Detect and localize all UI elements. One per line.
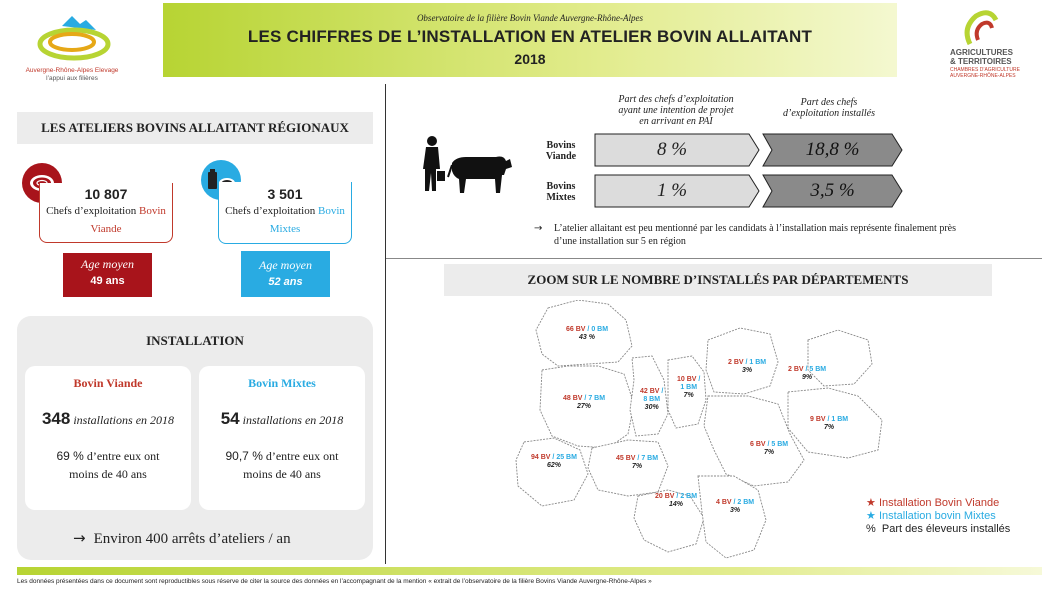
installation-viande-pct-text-1: d’entre eux ont	[83, 449, 160, 463]
map-label-savoie: 9 BV / 1 BM 7%	[810, 416, 849, 431]
mixtes-chefs-type: Bovin Mixtes	[269, 205, 345, 235]
map-label-ain: 2 BV / 1 BM 3%	[728, 359, 767, 374]
installation-viande-count-text: installations en 2018	[70, 413, 175, 427]
viande-chefs-text: Chefs d’exploitation	[46, 205, 139, 217]
map-legend	[866, 497, 1010, 536]
red-star-icon: ★	[866, 497, 876, 509]
row-label-viande-2: Viande	[545, 151, 577, 162]
logo-left-caption-2: l’appui aux filières	[46, 75, 98, 82]
viande-pai-value: 8 %	[656, 139, 688, 160]
horizontal-divider	[386, 258, 1042, 259]
blue-star-icon: ★	[866, 510, 876, 522]
mixtes-pai-value: 1 %	[656, 180, 688, 201]
map-label-isere: 6 BV / 5 BM 7%	[750, 441, 789, 456]
installation-mixtes-card	[199, 366, 365, 510]
installation-mixtes-pct-text-1: d’entre eux ont	[262, 449, 339, 463]
vertical-divider	[385, 84, 386, 564]
installation-title: INSTALLATION	[146, 333, 244, 348]
note-arrow-icon: →	[534, 223, 543, 234]
header-banner	[163, 3, 897, 77]
agricultures-logo-icon	[956, 10, 1006, 46]
ateliers-section-title: LES ATELIERS BOVINS ALLAITANT RÉGIONAUX	[17, 112, 373, 144]
mixtes-chefs-text: Chefs d’exploitation	[225, 205, 318, 217]
installation-mixtes-count: 54	[220, 409, 240, 428]
col-header-pai-3: en arrivant en PAI	[639, 116, 713, 127]
chambres-agriculture-logo	[944, 10, 1024, 90]
bottom-bar	[17, 567, 1042, 575]
departments-map	[508, 300, 888, 564]
col-header-pai	[596, 94, 756, 127]
col-header-pai-2: ayant une intention de projet	[618, 105, 734, 116]
installation-mixtes-heading: Bovin Mixtes	[248, 376, 316, 390]
mixtes-pai-arrow	[594, 174, 760, 208]
viande-chefs-type: Bovin Viande	[90, 205, 166, 235]
installation-mixtes-count-text: installations en 2018	[239, 413, 344, 427]
legend-mixtes: Installation bovin Mixtes	[878, 510, 996, 522]
mixtes-age-box	[241, 251, 330, 297]
installation-mixtes-pct-text-2: moins de 40 ans	[243, 467, 321, 481]
row-label-mixtes	[538, 181, 584, 203]
viande-age-value: 49 ans	[90, 275, 125, 287]
row-label-mixtes-1: Bovins	[546, 181, 576, 192]
col-header-pai-1: Part des chefs d’exploitation	[618, 94, 734, 105]
mixtes-age-label: Age moyen	[259, 258, 312, 272]
viande-installes-arrow	[762, 133, 903, 167]
logo-right-line-3: CHAMBRES D’AGRICULTURE	[950, 67, 1020, 73]
arrow-right-icon: →	[73, 529, 86, 547]
mixtes-chefs-count: 3 501	[267, 186, 303, 202]
col-header-installes-1: Part des chefs	[800, 97, 858, 108]
map-label-cantal: 94 BV / 25 BM 62%	[531, 454, 577, 469]
map-label-drome: 4 BV / 2 BM 3%	[716, 499, 755, 514]
dept-cantal	[516, 438, 588, 506]
installation-viande-count: 348	[41, 409, 71, 428]
map-label-puy-de-dome: 48 BV / 7 BM 27%	[563, 395, 606, 410]
zoom-section-title: ZOOM SUR LE NOMBRE D’INSTALLÉS PAR DÉPARTEMENTS	[444, 264, 992, 296]
note-line-1: L’atelier allaitant est peu mentionné par les candidats à l’installation mais représente finalement près	[554, 223, 956, 234]
viande-pai-arrow	[594, 133, 760, 167]
viande-age-box	[63, 253, 152, 297]
footer-note: Les données présentées dans ce document sont reproductibles sous réserve de citer la source des données en l’accompagnant de la mention « extrait de l’observatoire de la filière Bovins Viande Auvergne-Rhône-Alpes »	[17, 578, 652, 585]
map-label-loire: 42 BV / 8 BM 30%	[640, 388, 664, 411]
mixtes-installes-arrow	[762, 174, 903, 208]
col-header-installes-2: d’exploitation installés	[783, 108, 875, 119]
installation-viande-card	[25, 366, 191, 510]
legend-pct-symbol: %	[866, 523, 876, 535]
comparison-note	[534, 222, 1030, 248]
map-label-haute-savoie: 2 BV / 5 BM 9%	[788, 366, 827, 381]
map-label-ardeche: 20 BV / 2 BM 14%	[655, 493, 698, 508]
logo-right-line-1: AGRICULTURES	[950, 48, 1013, 57]
note-line-2: d’une installation sur 5 en région	[554, 236, 686, 247]
logo-left-caption-1: Auvergne-Rhône-Alpes Elevage	[25, 67, 119, 74]
map-label-rhone: 10 BV / 1 BM 7%	[677, 376, 701, 399]
mixtes-chefs-card	[218, 182, 352, 244]
auvergne-rhone-alpes-elevage-logo	[22, 12, 122, 87]
row-label-viande	[538, 140, 584, 162]
installation-viande-heading: Bovin Viande	[73, 376, 143, 390]
arrets-line	[73, 529, 291, 548]
legend-pct: Part des éleveurs installés	[881, 523, 1011, 535]
viande-chefs-count: 10 807	[84, 186, 128, 202]
page-title: LES CHIFFRES DE L’INSTALLATION EN ATELIER BOVIN ALLAITANT	[247, 27, 813, 46]
installation-viande-pct-text-2: moins de 40 ans	[69, 467, 147, 481]
elevage-logo-icon	[22, 12, 122, 67]
logo-right-line-2: & TERRITOIRES	[950, 57, 1012, 66]
viande-age-label: Age moyen	[81, 257, 134, 271]
arrets-text: Environ 400 arrêts d’ateliers / an	[93, 531, 291, 547]
region-map	[508, 300, 888, 569]
installation-mixtes-pct: 90,7 %	[225, 449, 263, 463]
row-label-viande-1: Bovins	[546, 140, 576, 151]
map-label-allier: 66 BV / 0 BM 43 %	[566, 326, 609, 341]
farmer-cow-icon	[418, 133, 518, 202]
legend-viande: Installation Bovin Viande	[878, 497, 1000, 509]
installation-panel	[17, 316, 373, 560]
installation-viande-pct: 69 %	[56, 449, 84, 463]
viande-chefs-card	[39, 183, 173, 243]
mixtes-age-value: 52 ans	[268, 276, 303, 288]
dept-drome	[698, 476, 766, 558]
logo-right-line-4: AUVERGNE-RHÔNE-ALPES	[950, 73, 1016, 79]
page-year: 2018	[514, 51, 546, 67]
mixtes-installes-value: 3,5 %	[810, 180, 855, 201]
header-subtitle: Observatoire de la filière Bovin Viande Auvergne-Rhône-Alpes	[416, 13, 644, 23]
row-label-mixtes-2: Mixtes	[546, 192, 576, 203]
viande-installes-value: 18,8 %	[805, 139, 860, 160]
map-label-haute-loire: 45 BV / 7 BM 7%	[616, 455, 659, 470]
col-header-installes	[764, 97, 894, 119]
